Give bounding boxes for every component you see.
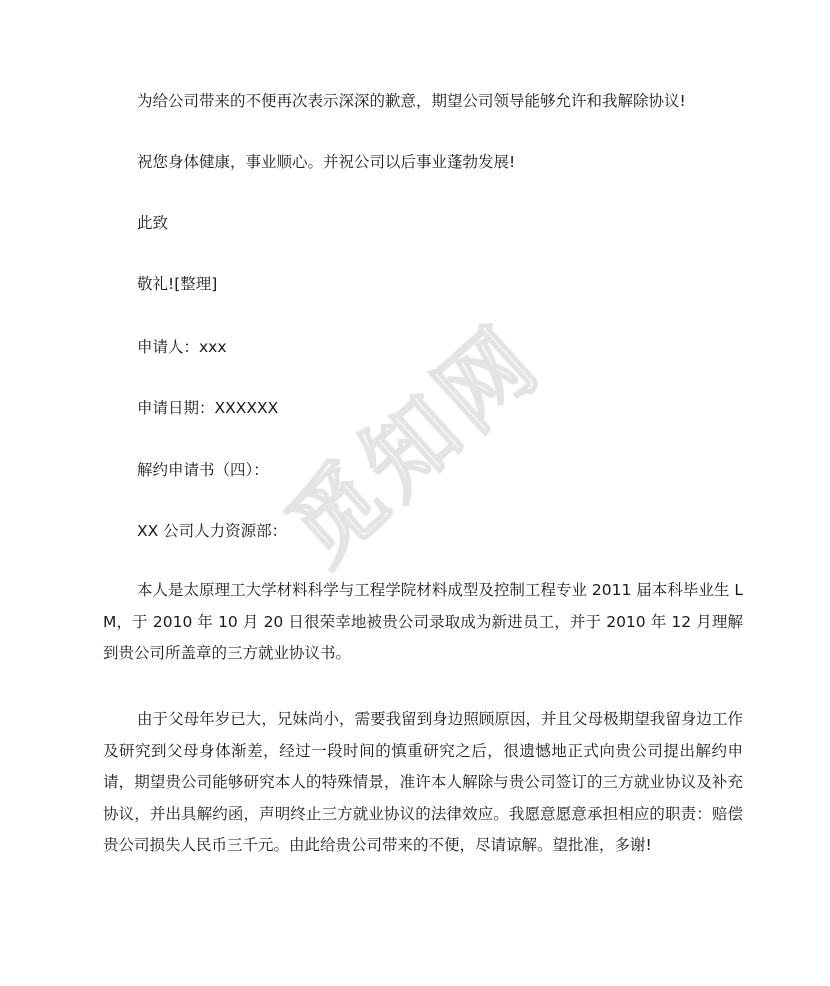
addressee-line: XX 公司人力资源部： [137, 522, 288, 540]
closing-apology-line: 为给公司带来的不便再次表示深深的歉意，期望公司领导能够允许和我解除协议! [137, 92, 686, 110]
body-paragraph-2: 由于父母年岁已大，兄妹尚小，需要我留到身边照顾原因，并且父母极期望我留身边工作及研究到父母身体渐差，经过一段时间的慎重研究之后，很遗憾地正式向贵公司提出解约申请，期望贵公司能够研究本人的特殊情景，准许本人解除与贵公司签订的三方就业协议及补充协议，并出具解约函，声明终止三方就业协议的法律效应。我愿意愿意承担相应的职责：赔偿贵公司损失人民币三千元。由此给贵公司带来的不便，尽请谅解。望批准，多谢! [103, 710, 743, 854]
watermark-text: 觅知网 [267, 304, 562, 585]
section-heading: 解约申请书（四）： [137, 461, 269, 479]
salutation-ci-zhi: 此致 [137, 214, 169, 232]
watermark [249, 286, 581, 603]
wishes-line: 祝您身体健康，事业顺心。并祝公司以后事业蓬勃发展! [137, 153, 516, 171]
application-date-line: 申请日期：XXXXXX [137, 399, 279, 417]
body-paragraph-1: 本人是太原理工大学材料科学与工程学院材料成型及控制工程专业 2011 届本科毕业生 LM，于 2010 年 10 月 20 日很荣幸地被贵公司录取成为新进员工，并于 2010 年 12 月理解到贵公司所盖章的三方就业协议书。 [103, 581, 743, 662]
applicant-line: 申请人：xxx [137, 338, 227, 356]
salutation-jing-li: 敬礼![整理] [137, 275, 218, 293]
